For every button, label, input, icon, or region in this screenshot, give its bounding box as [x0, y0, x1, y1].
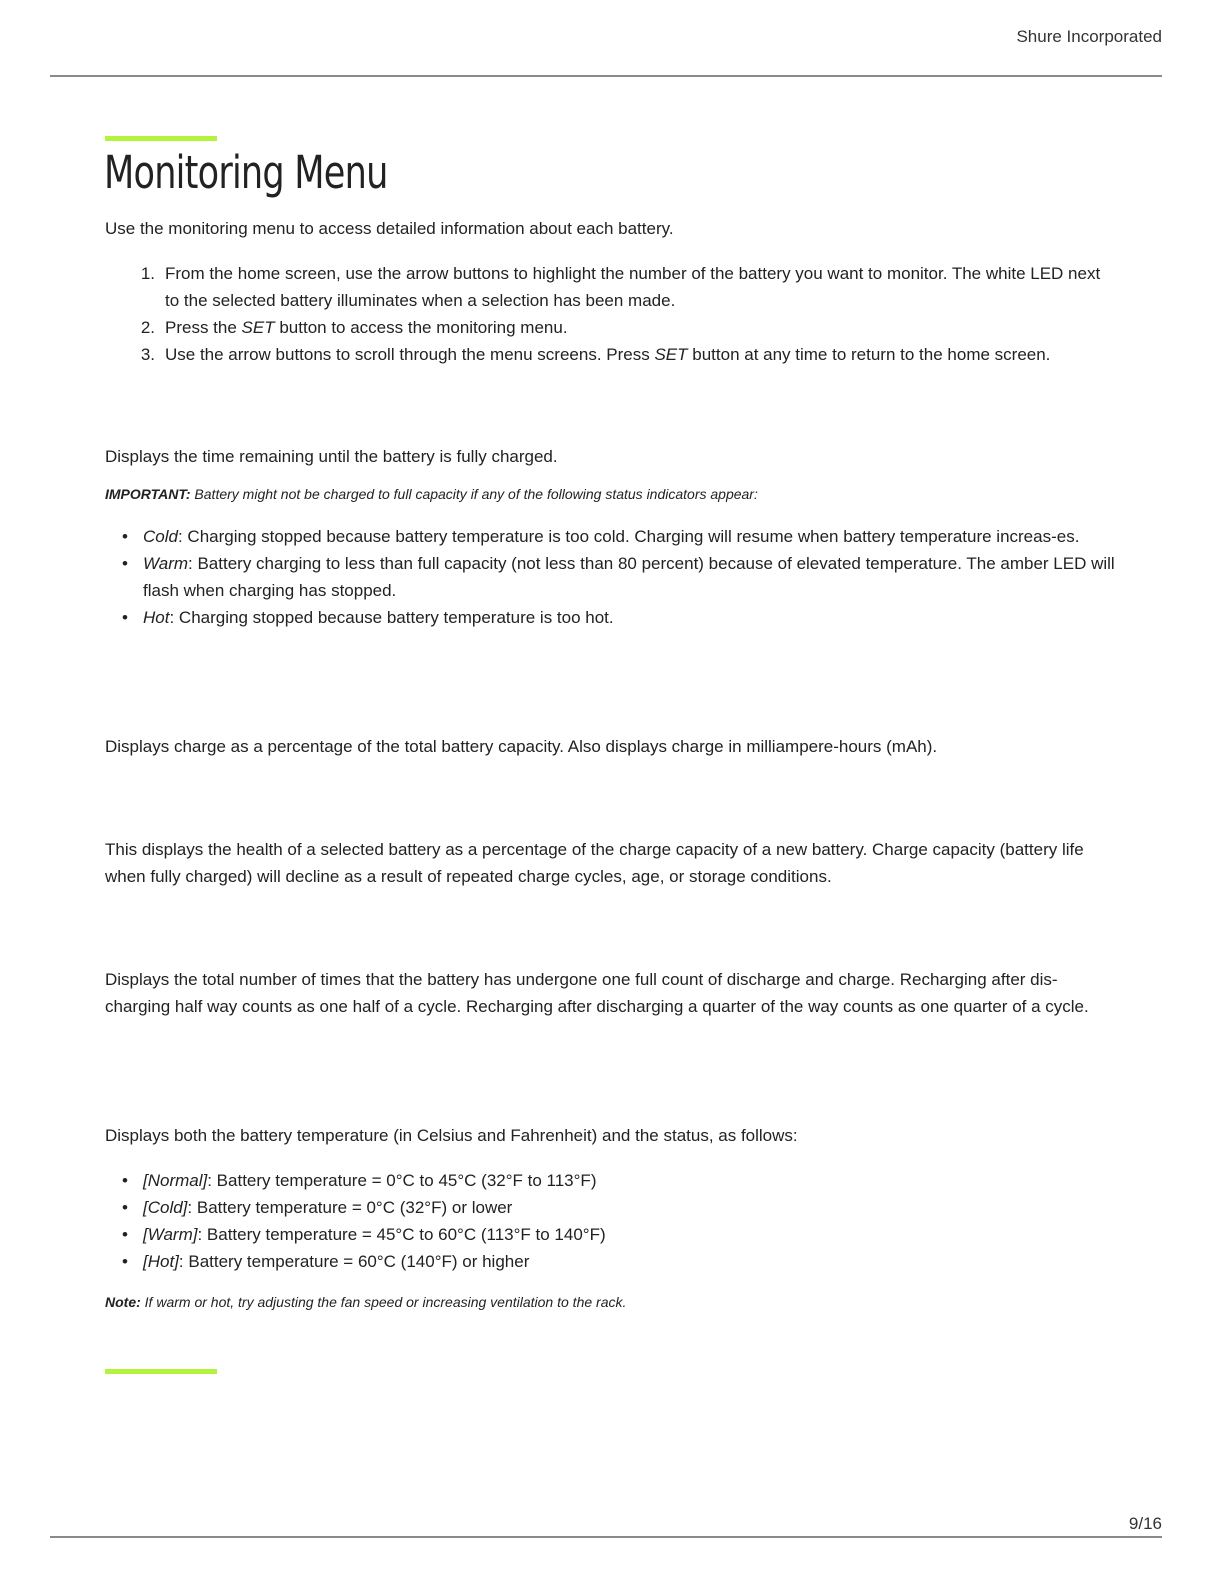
- step-text-after: button at any time to return to the home screen.: [687, 345, 1051, 364]
- bullet-dot: •: [122, 527, 128, 546]
- charge-status-description: Displays charge as a percentage of the total battery capacity. Also displays charge in milliampere-hours (mAh).: [105, 737, 938, 756]
- note-label: Note:: [105, 1294, 141, 1310]
- list-item: [122, 1194, 1115, 1221]
- step-text: Press the: [165, 318, 242, 337]
- temperature-term: [Hot]: [143, 1252, 179, 1271]
- temperature-term: [Normal]: [143, 1171, 208, 1190]
- step-text-after: button to access the monitoring menu.: [274, 318, 568, 337]
- step-number: 2.: [140, 318, 155, 337]
- list-item: [122, 550, 1115, 604]
- step-number: 3.: [140, 345, 155, 364]
- status-text: : Charging stopped because battery temperature is too hot.: [169, 608, 614, 627]
- temperature-note: [105, 1292, 1115, 1312]
- header-rule: [50, 75, 1162, 77]
- temperature-text: : Battery temperature = 0°C to 45°C (32°F to 113°F): [207, 1171, 597, 1190]
- bullet-dot: •: [122, 608, 128, 627]
- bullet-dot: •: [122, 554, 128, 573]
- temperature-status-list: [122, 1167, 1115, 1275]
- step-text: Use the arrow buttons to scroll through the menu screens. Press: [165, 345, 655, 364]
- status-term: Cold: [143, 527, 178, 546]
- temperature-text: : Battery temperature = 60°C (140°F) or higher: [178, 1252, 530, 1271]
- temperature-term: [Cold]: [143, 1198, 188, 1217]
- bullet-dot: •: [122, 1171, 128, 1190]
- status-text: : Battery charging to less than full capacity (not less than 80 percent) because of elevated temperature. The amber LED will flash when charging has stopped.: [143, 554, 1115, 600]
- cycle-count-description: Displays the total number of times that the battery has undergone one full count of discharge and charge. Recharging after dis-charging half way counts as one half of a cycle. Recharging after discharging a quarter of the way counts as one quarter of a cycle.: [105, 970, 1089, 1016]
- step-emphasis: SET: [241, 318, 275, 337]
- list-item: [122, 523, 1115, 550]
- step-item: [133, 314, 1115, 341]
- step-item: [133, 260, 1115, 314]
- step-item: [133, 341, 1115, 368]
- list-item: [122, 604, 1115, 631]
- important-note: [105, 484, 1115, 504]
- important-text: Battery might not be charged to full capacity if any of the following status indicators appear:: [190, 486, 758, 502]
- title-accent-bar: [105, 136, 217, 141]
- bullet-dot: •: [122, 1198, 128, 1217]
- temperature-text: : Battery temperature = 45°C to 60°C (113°F to 140°F): [197, 1225, 606, 1244]
- time-to-full-description: Displays the time remaining until the battery is fully charged.: [105, 447, 558, 466]
- important-label: IMPORTANT:: [105, 486, 191, 502]
- intro-paragraph: Use the monitoring menu to access detailed information about each battery.: [105, 219, 674, 238]
- footer-rule: [50, 1536, 1162, 1538]
- bullet-dot: •: [122, 1225, 128, 1244]
- header-company-name: Shure Incorporated: [1016, 27, 1162, 46]
- list-item: [122, 1221, 1115, 1248]
- charging-status-list: [122, 523, 1115, 631]
- step-emphasis: SET: [654, 345, 688, 364]
- temperature-description: Displays both the battery temperature (in Celsius and Fahrenheit) and the status, as follows:: [105, 1126, 798, 1145]
- temperature-term: [Warm]: [143, 1225, 198, 1244]
- section-accent-bar: [105, 1369, 217, 1374]
- status-text: : Charging stopped because battery temperature is too cold. Charging will resume when battery temperature increas-es.: [177, 527, 1080, 546]
- bullet-dot: •: [122, 1252, 128, 1271]
- page-title: Monitoring Menu: [104, 146, 388, 199]
- status-term: Warm: [143, 554, 189, 573]
- page-number: 9/16: [1128, 1514, 1162, 1533]
- step-text: From the home screen, use the arrow buttons to highlight the number of the battery you want to monitor. The white LED next to the selected battery illuminates when a selection has been made.: [165, 264, 1101, 310]
- list-item: [122, 1248, 1115, 1275]
- steps-list: [133, 260, 1115, 368]
- temperature-text: : Battery temperature = 0°C (32°F) or lower: [187, 1198, 513, 1217]
- list-item: [122, 1167, 1115, 1194]
- step-number: 1.: [140, 264, 155, 283]
- status-term: Hot: [143, 608, 170, 627]
- health-description: This displays the health of a selected battery as a percentage of the charge capacity of a new battery. Charge capacity (battery life when fully charged) will decline as a result of repeated charge cycles, age, or storage conditions.: [105, 840, 1084, 886]
- note-text: If warm or hot, try adjusting the fan speed or increasing ventilation to the rack.: [140, 1294, 627, 1310]
